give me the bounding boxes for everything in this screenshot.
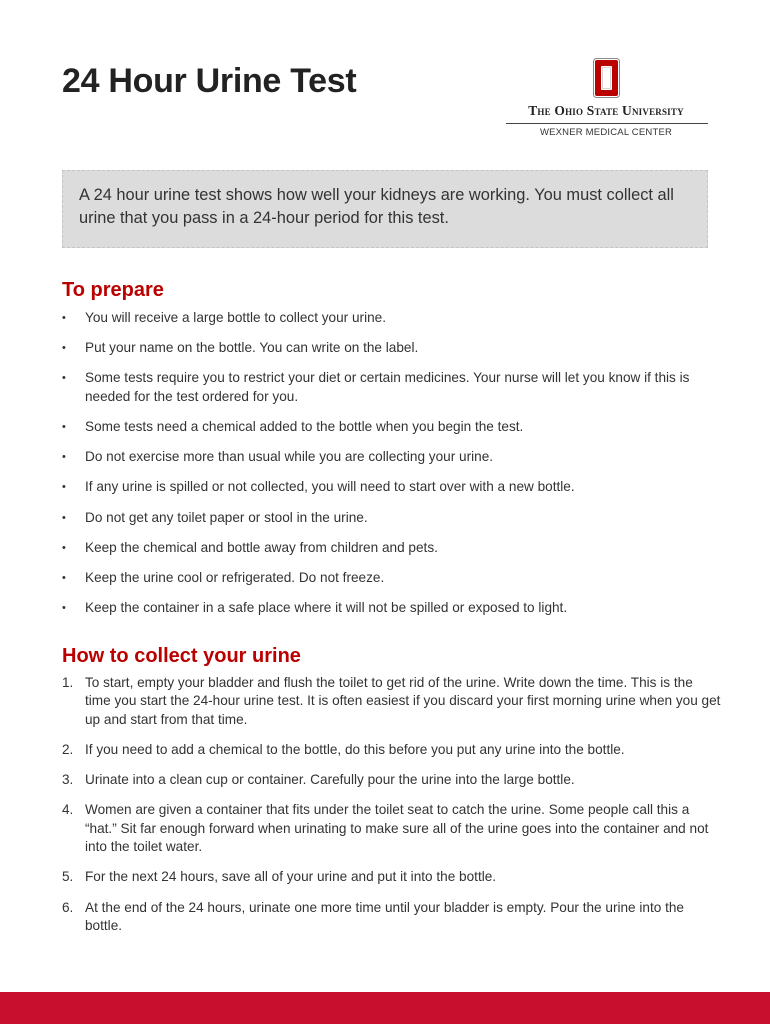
list-item: [62, 539, 722, 557]
page-title: 24 Hour Urine Test: [62, 62, 357, 100]
list-item-text: You will receive a large bottle to collect your urine.: [85, 310, 386, 325]
step-item: [62, 899, 722, 936]
step-item: [62, 771, 722, 789]
list-item-text: Keep the container in a safe place where it will not be spilled or exposed to light.: [85, 600, 568, 616]
list-item: [62, 309, 722, 327]
list-item-text: Do not exercise more than usual while you are collecting your urine.: [85, 449, 494, 465]
step-item: [62, 868, 722, 886]
prepare-heading: To prepare: [62, 279, 164, 301]
list-item: [62, 418, 722, 436]
step-text: Urinate into a clean cup or container. Carefully pour the urine into the large bottle.: [85, 772, 575, 788]
list-item: [62, 478, 722, 496]
step-number: 5.: [62, 869, 74, 885]
step-text: To start, empty your bladder and flush the toilet to get rid of the urine. Write down the time. This is the time you start the 24-hour urine test. It is often easiest if you discard your first morning urine when you get up and start from that time.: [85, 675, 721, 727]
block-o-icon: [593, 58, 620, 98]
bullet-marker: •: [62, 541, 66, 554]
bullet-marker: •: [62, 451, 66, 464]
step-number: 6.: [62, 899, 74, 915]
list-item-text: Keep the chemical and bottle away from children and pets.: [85, 539, 438, 555]
list-item-text: Some tests require you to restrict your diet or certain medicines. Your nurse will let you know if this is needed for the test ordered for you.: [85, 370, 690, 404]
logo-divider: [506, 123, 708, 124]
bullet-marker: •: [62, 342, 66, 355]
step-text: If you need to add a chemical to the bottle, do this before you put any urine into the bottle.: [85, 742, 625, 758]
list-item-text: If any urine is spilled or not collected, you will need to start over with a new bottle.: [85, 479, 575, 495]
step-item: [62, 801, 722, 856]
step-text: At the end of the 24 hours, urinate one more time until your bladder is empty. Pour the urine into the bottle.: [85, 899, 684, 934]
list-item: [62, 369, 722, 406]
step-number: 4.: [62, 802, 74, 818]
list-item: [62, 599, 722, 617]
prepare-list: [62, 309, 722, 629]
step-text: Women are given a container that fits under the toilet seat to catch the urine. Some people call this a “hat.” Sit far enough forward when urinating to make sure all of the urine goes into the container and not into the toilet water.: [85, 802, 709, 855]
list-item-text: Do not get any toilet paper or stool in the urine.: [85, 509, 368, 525]
step-number: 1.: [62, 675, 74, 690]
list-item: [62, 339, 722, 357]
step-number: 2.: [62, 742, 74, 758]
list-item-text: Some tests need a chemical added to the bottle when you begin the test.: [85, 419, 524, 435]
university-name: The Ohio State University: [528, 103, 684, 118]
bullet-marker: •: [62, 572, 66, 585]
bullet-marker: •: [62, 481, 66, 494]
medical-center-name: WEXNER MEDICAL CENTER: [539, 127, 673, 138]
bullet-marker: •: [62, 511, 66, 524]
list-item-text: Put your name on the bottle. You can write on the label.: [85, 340, 419, 356]
list-item: [62, 509, 722, 527]
list-item-text: Keep the urine cool or refrigerated. Do not freeze.: [85, 570, 385, 586]
osu-wexner-logo: [500, 58, 712, 144]
list-item: [62, 448, 722, 466]
bullet-marker: •: [62, 602, 66, 615]
bullet-marker: •: [62, 312, 66, 324]
collect-steps-list: [62, 674, 722, 947]
step-item: [62, 674, 722, 729]
bullet-marker: •: [62, 421, 66, 434]
list-item: [62, 569, 722, 587]
step-text: For the next 24 hours, save all of your urine and put it into the bottle.: [85, 869, 497, 885]
bullet-marker: •: [62, 372, 66, 385]
intro-callout: A 24 hour urine test shows how well your kidneys are working. You must collect all urine that you pass in a 24-hour period for this test.: [62, 170, 708, 248]
collect-heading: How to collect your urine: [62, 645, 301, 667]
step-number: 3.: [62, 772, 74, 788]
footer-bar: [0, 992, 770, 1024]
step-item: [62, 741, 722, 759]
